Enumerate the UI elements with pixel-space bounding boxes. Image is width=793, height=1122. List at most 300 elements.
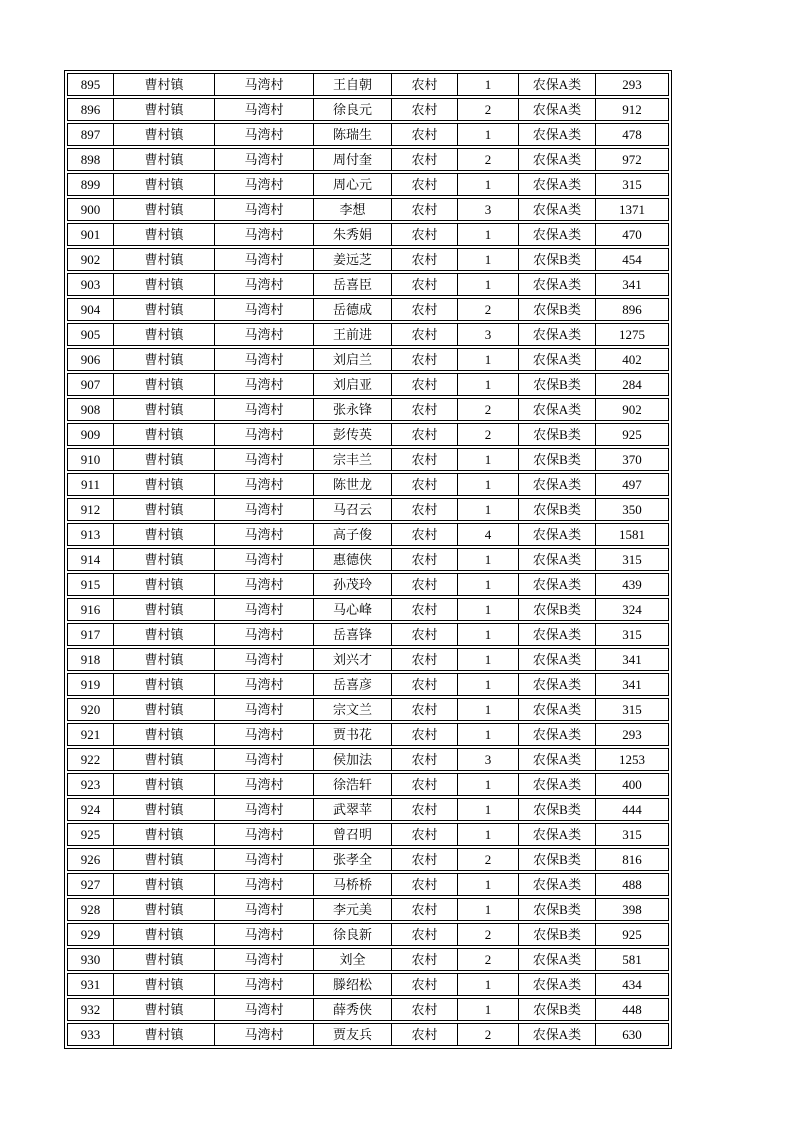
table-row — [67, 998, 669, 1021]
cell-village: 马湾村 — [215, 599, 314, 620]
cell-amount: 1371 — [619, 202, 645, 217]
cell-name: 马召云 — [314, 499, 392, 520]
cell-village: 马湾村 — [215, 249, 314, 270]
cell-residence: 农村 — [392, 599, 458, 620]
cell-village: 马湾村 — [215, 74, 314, 95]
cell-name: 周心元 — [314, 174, 392, 195]
table-row — [67, 948, 669, 971]
table-row — [67, 373, 669, 396]
cell-serial: 933 — [68, 1024, 114, 1045]
cell-name: 滕绍松 — [314, 974, 392, 995]
cell-count: 1 — [458, 599, 519, 620]
cell-residence: 农村 — [392, 974, 458, 995]
benefits-table — [64, 70, 672, 1049]
cell-village: 马湾村 — [215, 724, 314, 745]
cell-category: 农保A类 — [519, 724, 596, 745]
cell-category: 农保A类 — [519, 224, 596, 245]
cell-town: 曹村镇 — [114, 1024, 215, 1045]
cell-category: 农保A类 — [519, 674, 596, 695]
table-row — [67, 848, 669, 871]
cell-amount: 1253 — [619, 752, 645, 767]
cell-town: 曹村镇 — [114, 999, 215, 1020]
cell-amount: 1275 — [619, 327, 645, 342]
cell-town: 曹村镇 — [114, 549, 215, 570]
cell-name: 武翠苹 — [314, 799, 392, 820]
cell-count: 1 — [458, 999, 519, 1020]
cell-amount: 630 — [622, 1027, 642, 1042]
cell-village: 马湾村 — [215, 424, 314, 445]
cell-count: 1 — [458, 349, 519, 370]
cell-category: 农保A类 — [519, 399, 596, 420]
cell-serial: 923 — [68, 774, 114, 795]
cell-count: 4 — [458, 524, 519, 545]
cell-town: 曹村镇 — [114, 74, 215, 95]
cell-residence: 农村 — [392, 499, 458, 520]
cell-town: 曹村镇 — [114, 274, 215, 295]
cell-name: 宗文兰 — [314, 699, 392, 720]
cell-amount: 972 — [622, 152, 642, 167]
cell-category: 农保B类 — [519, 374, 596, 395]
table-row — [67, 673, 669, 696]
table-row — [67, 648, 669, 671]
cell-serial: 898 — [68, 149, 114, 170]
cell-village: 马湾村 — [215, 1024, 314, 1045]
cell-amount: 350 — [622, 502, 642, 517]
cell-amount: 341 — [622, 652, 642, 667]
cell-count: 1 — [458, 624, 519, 645]
cell-town: 曹村镇 — [114, 99, 215, 120]
cell-amount: 925 — [622, 927, 642, 942]
cell-town: 曹村镇 — [114, 649, 215, 670]
cell-residence: 农村 — [392, 74, 458, 95]
cell-town: 曹村镇 — [114, 674, 215, 695]
cell-name: 张永锋 — [314, 399, 392, 420]
cell-serial: 902 — [68, 249, 114, 270]
cell-serial: 904 — [68, 299, 114, 320]
cell-village: 马湾村 — [215, 124, 314, 145]
cell-serial: 929 — [68, 924, 114, 945]
cell-amount: 454 — [622, 252, 642, 267]
cell-residence: 农村 — [392, 724, 458, 745]
cell-amount: 315 — [622, 552, 642, 567]
cell-category: 农保A类 — [519, 174, 596, 195]
table-row — [67, 773, 669, 796]
cell-amount: 448 — [622, 1002, 642, 1017]
cell-serial: 922 — [68, 749, 114, 770]
table-row — [67, 473, 669, 496]
cell-town: 曹村镇 — [114, 449, 215, 470]
cell-town: 曹村镇 — [114, 474, 215, 495]
cell-name: 惠德侠 — [314, 549, 392, 570]
cell-town: 曹村镇 — [114, 724, 215, 745]
cell-village: 马湾村 — [215, 99, 314, 120]
cell-name: 刘兴才 — [314, 649, 392, 670]
cell-village: 马湾村 — [215, 174, 314, 195]
cell-category: 农保A类 — [519, 549, 596, 570]
cell-category: 农保A类 — [519, 324, 596, 345]
cell-count: 1 — [458, 874, 519, 895]
table-row — [67, 448, 669, 471]
cell-count: 1 — [458, 499, 519, 520]
cell-town: 曹村镇 — [114, 224, 215, 245]
cell-town: 曹村镇 — [114, 249, 215, 270]
cell-category: 农保A类 — [519, 649, 596, 670]
cell-residence: 农村 — [392, 399, 458, 420]
cell-village: 马湾村 — [215, 274, 314, 295]
table-row — [67, 98, 669, 121]
cell-residence: 农村 — [392, 149, 458, 170]
cell-town: 曹村镇 — [114, 524, 215, 545]
cell-amount: 470 — [622, 227, 642, 242]
cell-village: 马湾村 — [215, 349, 314, 370]
table-row — [67, 173, 669, 196]
cell-town: 曹村镇 — [114, 299, 215, 320]
cell-town: 曹村镇 — [114, 374, 215, 395]
cell-village: 马湾村 — [215, 674, 314, 695]
cell-serial: 900 — [68, 199, 114, 220]
cell-count: 1 — [458, 174, 519, 195]
cell-serial: 931 — [68, 974, 114, 995]
cell-category: 农保B类 — [519, 599, 596, 620]
cell-serial: 905 — [68, 324, 114, 345]
cell-name: 岳喜锋 — [314, 624, 392, 645]
cell-category: 农保B类 — [519, 799, 596, 820]
cell-category: 农保B类 — [519, 449, 596, 470]
cell-residence: 农村 — [392, 924, 458, 945]
cell-village: 马湾村 — [215, 374, 314, 395]
cell-name: 贾友兵 — [314, 1024, 392, 1045]
table-row — [67, 723, 669, 746]
cell-serial: 895 — [68, 74, 114, 95]
cell-count: 1 — [458, 699, 519, 720]
cell-residence: 农村 — [392, 799, 458, 820]
cell-amount: 324 — [622, 602, 642, 617]
cell-name: 岳喜彦 — [314, 674, 392, 695]
cell-serial: 907 — [68, 374, 114, 395]
cell-count: 1 — [458, 724, 519, 745]
cell-residence: 农村 — [392, 949, 458, 970]
cell-town: 曹村镇 — [114, 849, 215, 870]
cell-village: 马湾村 — [215, 449, 314, 470]
cell-name: 岳德成 — [314, 299, 392, 320]
cell-name: 马心峰 — [314, 599, 392, 620]
cell-serial: 911 — [68, 474, 114, 495]
table-row — [67, 923, 669, 946]
cell-serial: 915 — [68, 574, 114, 595]
cell-name: 马桥桥 — [314, 874, 392, 895]
cell-category: 农保A类 — [519, 874, 596, 895]
cell-count: 2 — [458, 99, 519, 120]
cell-category: 农保B类 — [519, 424, 596, 445]
cell-residence: 农村 — [392, 374, 458, 395]
cell-village: 马湾村 — [215, 999, 314, 1020]
cell-amount: 402 — [622, 352, 642, 367]
cell-name: 彭传英 — [314, 424, 392, 445]
cell-category: 农保A类 — [519, 149, 596, 170]
cell-category: 农保B类 — [519, 924, 596, 945]
table-row — [67, 323, 669, 346]
cell-count: 1 — [458, 824, 519, 845]
cell-serial: 918 — [68, 649, 114, 670]
cell-village: 马湾村 — [215, 924, 314, 945]
cell-count: 1 — [458, 674, 519, 695]
cell-residence: 农村 — [392, 874, 458, 895]
table-row — [67, 348, 669, 371]
cell-village: 马湾村 — [215, 649, 314, 670]
cell-serial: 932 — [68, 999, 114, 1020]
cell-residence: 农村 — [392, 674, 458, 695]
cell-town: 曹村镇 — [114, 599, 215, 620]
table-row — [67, 498, 669, 521]
table-row — [67, 223, 669, 246]
cell-category: 农保A类 — [519, 474, 596, 495]
cell-village: 马湾村 — [215, 299, 314, 320]
cell-serial: 917 — [68, 624, 114, 645]
cell-serial: 924 — [68, 799, 114, 820]
cell-amount: 896 — [622, 302, 642, 317]
cell-category: 农保A类 — [519, 974, 596, 995]
cell-count: 1 — [458, 374, 519, 395]
cell-town: 曹村镇 — [114, 774, 215, 795]
cell-serial: 910 — [68, 449, 114, 470]
cell-category: 农保B类 — [519, 999, 596, 1020]
cell-category: 农保A类 — [519, 699, 596, 720]
cell-amount: 434 — [622, 977, 642, 992]
cell-name: 孙茂玲 — [314, 574, 392, 595]
cell-town: 曹村镇 — [114, 699, 215, 720]
cell-amount: 293 — [622, 77, 642, 92]
cell-amount: 478 — [622, 127, 642, 142]
cell-amount: 902 — [622, 402, 642, 417]
cell-name: 李元美 — [314, 899, 392, 920]
cell-name: 徐浩轩 — [314, 774, 392, 795]
cell-count: 2 — [458, 399, 519, 420]
cell-town: 曹村镇 — [114, 499, 215, 520]
cell-amount: 341 — [622, 677, 642, 692]
cell-count: 1 — [458, 124, 519, 145]
cell-amount: 439 — [622, 577, 642, 592]
cell-serial: 909 — [68, 424, 114, 445]
cell-category: 农保A类 — [519, 574, 596, 595]
cell-town: 曹村镇 — [114, 799, 215, 820]
cell-name: 高子俊 — [314, 524, 392, 545]
cell-village: 马湾村 — [215, 749, 314, 770]
cell-name: 李想 — [314, 199, 392, 220]
cell-category: 农保A类 — [519, 74, 596, 95]
cell-serial: 913 — [68, 524, 114, 545]
cell-town: 曹村镇 — [114, 424, 215, 445]
cell-category: 农保B类 — [519, 849, 596, 870]
cell-residence: 农村 — [392, 249, 458, 270]
cell-town: 曹村镇 — [114, 899, 215, 920]
table-row — [67, 573, 669, 596]
cell-name: 张孝全 — [314, 849, 392, 870]
cell-village: 马湾村 — [215, 399, 314, 420]
cell-residence: 农村 — [392, 224, 458, 245]
cell-serial: 903 — [68, 274, 114, 295]
table-row — [67, 148, 669, 171]
cell-town: 曹村镇 — [114, 124, 215, 145]
cell-name: 曾召明 — [314, 824, 392, 845]
table-row — [67, 548, 669, 571]
table-row — [67, 748, 669, 771]
cell-name: 刘全 — [314, 949, 392, 970]
table-row — [67, 398, 669, 421]
cell-residence: 农村 — [392, 549, 458, 570]
cell-serial: 927 — [68, 874, 114, 895]
table-row — [67, 523, 669, 546]
cell-category: 农保A类 — [519, 524, 596, 545]
cell-residence: 农村 — [392, 299, 458, 320]
cell-village: 马湾村 — [215, 974, 314, 995]
cell-town: 曹村镇 — [114, 749, 215, 770]
cell-town: 曹村镇 — [114, 199, 215, 220]
cell-name: 徐良元 — [314, 99, 392, 120]
table-row — [67, 423, 669, 446]
cell-amount: 398 — [622, 902, 642, 917]
cell-name: 刘启亚 — [314, 374, 392, 395]
cell-residence: 农村 — [392, 174, 458, 195]
cell-amount: 912 — [622, 102, 642, 117]
cell-residence: 农村 — [392, 849, 458, 870]
table-row — [67, 73, 669, 96]
cell-residence: 农村 — [392, 749, 458, 770]
cell-category: 农保A类 — [519, 749, 596, 770]
cell-village: 马湾村 — [215, 499, 314, 520]
cell-count: 2 — [458, 849, 519, 870]
cell-count: 1 — [458, 474, 519, 495]
cell-count: 1 — [458, 249, 519, 270]
cell-count: 2 — [458, 924, 519, 945]
cell-residence: 农村 — [392, 1024, 458, 1045]
cell-category: 农保B类 — [519, 899, 596, 920]
cell-count: 1 — [458, 774, 519, 795]
cell-village: 马湾村 — [215, 949, 314, 970]
cell-name: 贾书花 — [314, 724, 392, 745]
cell-name: 朱秀娟 — [314, 224, 392, 245]
cell-category: 农保B类 — [519, 499, 596, 520]
cell-village: 马湾村 — [215, 324, 314, 345]
table-row — [67, 623, 669, 646]
cell-serial: 930 — [68, 949, 114, 970]
cell-serial: 901 — [68, 224, 114, 245]
cell-residence: 农村 — [392, 524, 458, 545]
cell-village: 马湾村 — [215, 799, 314, 820]
cell-residence: 农村 — [392, 324, 458, 345]
table-row — [67, 698, 669, 721]
cell-count: 2 — [458, 949, 519, 970]
cell-residence: 农村 — [392, 274, 458, 295]
cell-amount: 1581 — [619, 527, 645, 542]
cell-count: 1 — [458, 574, 519, 595]
cell-residence: 农村 — [392, 774, 458, 795]
cell-count: 2 — [458, 1024, 519, 1045]
cell-count: 3 — [458, 199, 519, 220]
cell-serial: 908 — [68, 399, 114, 420]
cell-town: 曹村镇 — [114, 574, 215, 595]
table-row — [67, 898, 669, 921]
cell-count: 1 — [458, 974, 519, 995]
cell-residence: 农村 — [392, 999, 458, 1020]
cell-category: 农保A类 — [519, 199, 596, 220]
cell-town: 曹村镇 — [114, 149, 215, 170]
cell-serial: 925 — [68, 824, 114, 845]
cell-town: 曹村镇 — [114, 824, 215, 845]
cell-name: 侯加法 — [314, 749, 392, 770]
table-row — [67, 798, 669, 821]
cell-residence: 农村 — [392, 349, 458, 370]
cell-village: 马湾村 — [215, 624, 314, 645]
cell-serial: 906 — [68, 349, 114, 370]
cell-category: 农保A类 — [519, 774, 596, 795]
cell-amount: 444 — [622, 802, 642, 817]
cell-category: 农保A类 — [519, 624, 596, 645]
table-row — [67, 973, 669, 996]
cell-serial: 928 — [68, 899, 114, 920]
cell-serial: 896 — [68, 99, 114, 120]
cell-residence: 农村 — [392, 449, 458, 470]
cell-village: 马湾村 — [215, 224, 314, 245]
cell-village: 马湾村 — [215, 874, 314, 895]
cell-amount: 341 — [622, 277, 642, 292]
cell-town: 曹村镇 — [114, 924, 215, 945]
cell-residence: 农村 — [392, 649, 458, 670]
cell-category: 农保A类 — [519, 824, 596, 845]
cell-count: 1 — [458, 549, 519, 570]
cell-amount: 581 — [622, 952, 642, 967]
cell-town: 曹村镇 — [114, 399, 215, 420]
cell-residence: 农村 — [392, 624, 458, 645]
cell-serial: 897 — [68, 124, 114, 145]
cell-category: 农保B类 — [519, 249, 596, 270]
cell-count: 1 — [458, 799, 519, 820]
cell-count: 1 — [458, 274, 519, 295]
cell-category: 农保A类 — [519, 1024, 596, 1045]
cell-name: 陈世龙 — [314, 474, 392, 495]
cell-name: 姜远芝 — [314, 249, 392, 270]
cell-amount: 315 — [622, 702, 642, 717]
cell-village: 马湾村 — [215, 199, 314, 220]
cell-category: 农保A类 — [519, 349, 596, 370]
cell-residence: 农村 — [392, 99, 458, 120]
cell-serial: 916 — [68, 599, 114, 620]
cell-residence: 农村 — [392, 824, 458, 845]
cell-serial: 926 — [68, 849, 114, 870]
cell-village: 马湾村 — [215, 849, 314, 870]
cell-serial: 912 — [68, 499, 114, 520]
cell-name: 刘启兰 — [314, 349, 392, 370]
cell-village: 马湾村 — [215, 899, 314, 920]
cell-amount: 315 — [622, 627, 642, 642]
cell-name: 周付奎 — [314, 149, 392, 170]
cell-residence: 农村 — [392, 574, 458, 595]
cell-count: 2 — [458, 424, 519, 445]
cell-village: 马湾村 — [215, 549, 314, 570]
table-row — [67, 298, 669, 321]
cell-village: 马湾村 — [215, 824, 314, 845]
cell-amount: 816 — [622, 852, 642, 867]
cell-village: 马湾村 — [215, 574, 314, 595]
cell-name: 徐良新 — [314, 924, 392, 945]
cell-village: 马湾村 — [215, 474, 314, 495]
cell-town: 曹村镇 — [114, 624, 215, 645]
cell-count: 1 — [458, 449, 519, 470]
table-row — [67, 873, 669, 896]
cell-amount: 293 — [622, 727, 642, 742]
cell-name: 岳喜臣 — [314, 274, 392, 295]
cell-category: 农保B类 — [519, 299, 596, 320]
cell-serial: 920 — [68, 699, 114, 720]
